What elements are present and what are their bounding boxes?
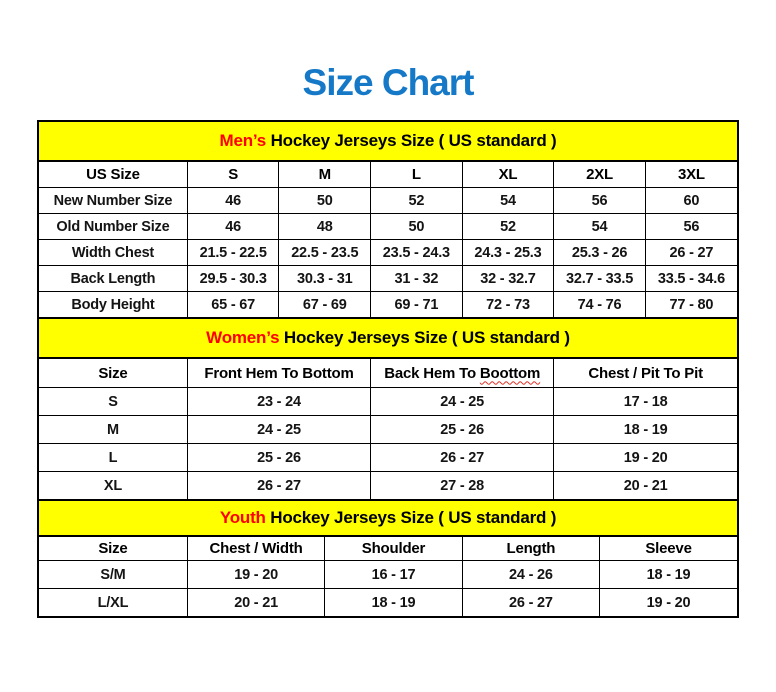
size-cell: 19 - 20: [554, 444, 737, 472]
youth-size-grid: [39, 537, 737, 616]
column-header: Length: [462, 537, 599, 561]
page-title: Size Chart: [302, 62, 474, 103]
womens-size-grid: [39, 359, 737, 499]
womens-table-title-band: [39, 317, 737, 359]
size-cell: 21.5 - 22.5: [187, 240, 279, 266]
column-header: Sleeve: [600, 537, 737, 561]
size-cell: 17 - 18: [554, 388, 737, 416]
size-cell: 25 - 26: [371, 416, 554, 444]
header-row: [39, 537, 737, 561]
row-label: Old Number Size: [39, 214, 187, 240]
size-cell: 22.5 - 23.5: [279, 240, 371, 266]
table-row: [39, 266, 737, 292]
table-row: [39, 240, 737, 266]
size-cell: 27 - 28: [371, 472, 554, 500]
table-row: [39, 472, 737, 500]
table-row: [39, 292, 737, 318]
header-row: [39, 359, 737, 388]
row-label: Body Height: [39, 292, 187, 318]
row-label: L/XL: [39, 589, 187, 617]
size-cell: 74 - 76: [554, 292, 646, 318]
size-cell: 67 - 69: [279, 292, 371, 318]
size-cell: 60: [645, 188, 737, 214]
womens-table-title-accent: Women’s: [206, 328, 280, 347]
column-header: Size: [39, 537, 187, 561]
row-label: New Number Size: [39, 188, 187, 214]
table-row: [39, 561, 737, 589]
size-cell: 50: [279, 188, 371, 214]
column-header: Chest / Width: [187, 537, 324, 561]
column-header: 3XL: [645, 162, 737, 188]
size-cell: 32 - 32.7: [462, 266, 554, 292]
size-cell: 31 - 32: [371, 266, 463, 292]
youth-table-title-accent: Youth: [219, 508, 266, 527]
misspelled-word: Boottom: [479, 364, 541, 382]
size-cell: 56: [554, 188, 646, 214]
mens-size-table: [39, 122, 737, 317]
size-cell: 25 - 26: [187, 444, 370, 472]
table-row: [39, 444, 737, 472]
column-header: XL: [462, 162, 554, 188]
youth-table-title-text: Hockey Jerseys Size ( US standard ): [265, 508, 557, 527]
row-label: L: [39, 444, 187, 472]
size-cell: 24 - 25: [187, 416, 370, 444]
size-cell: 26 - 27: [187, 472, 370, 500]
column-header: S: [187, 162, 279, 188]
row-label: XL: [39, 472, 187, 500]
size-cell: 16 - 17: [325, 561, 462, 589]
size-cell: 18 - 19: [554, 416, 737, 444]
row-label: S/M: [39, 561, 187, 589]
size-cell: 56: [645, 214, 737, 240]
size-cell: 69 - 71: [371, 292, 463, 318]
size-cell: 54: [554, 214, 646, 240]
column-header: US Size: [39, 162, 187, 188]
size-cell: 19 - 20: [600, 589, 737, 617]
row-label: S: [39, 388, 187, 416]
size-cell: 77 - 80: [645, 292, 737, 318]
mens-table-title-text: Hockey Jerseys Size ( US standard ): [266, 131, 557, 150]
size-cell: 20 - 21: [554, 472, 737, 500]
size-chart-tables: [37, 120, 739, 618]
size-cell: 33.5 - 34.6: [645, 266, 737, 292]
column-header: Back Hem To Boottom: [371, 359, 554, 388]
size-cell: 24 - 26: [462, 561, 599, 589]
youth-table-title-band: [39, 499, 737, 537]
mens-size-grid: [39, 162, 737, 317]
column-header: Chest / Pit To Pit: [554, 359, 737, 388]
size-cell: 52: [371, 188, 463, 214]
size-cell: 29.5 - 30.3: [187, 266, 279, 292]
womens-table-title-text: Hockey Jerseys Size ( US standard ): [279, 328, 570, 347]
size-cell: 19 - 20: [187, 561, 324, 589]
header-row: [39, 162, 737, 188]
row-label: M: [39, 416, 187, 444]
size-cell: 46: [187, 214, 279, 240]
size-cell: 54: [462, 188, 554, 214]
table-row: [39, 188, 737, 214]
table-row: [39, 214, 737, 240]
mens-table-title-accent: Men’s: [219, 131, 267, 150]
size-cell: 30.3 - 31: [279, 266, 371, 292]
column-header: L: [371, 162, 463, 188]
row-label: Width Chest: [39, 240, 187, 266]
size-cell: 24 - 25: [371, 388, 554, 416]
size-cell: 48: [279, 214, 371, 240]
column-header: Front Hem To Bottom: [187, 359, 370, 388]
table-row: [39, 388, 737, 416]
size-cell: 25.3 - 26: [554, 240, 646, 266]
table-row: [39, 416, 737, 444]
column-header: M: [279, 162, 371, 188]
size-cell: 18 - 19: [600, 561, 737, 589]
column-header: Size: [39, 359, 187, 388]
row-label: Back Length: [39, 266, 187, 292]
column-header: Shoulder: [325, 537, 462, 561]
size-cell: 26 - 27: [371, 444, 554, 472]
column-header: 2XL: [554, 162, 646, 188]
size-cell: 23 - 24: [187, 388, 370, 416]
size-cell: 26 - 27: [462, 589, 599, 617]
size-cell: 26 - 27: [645, 240, 737, 266]
womens-size-table: [39, 317, 737, 499]
size-cell: 46: [187, 188, 279, 214]
youth-size-table: [39, 499, 737, 616]
size-cell: 65 - 67: [187, 292, 279, 318]
size-cell: 18 - 19: [325, 589, 462, 617]
size-cell: 24.3 - 25.3: [462, 240, 554, 266]
size-cell: 32.7 - 33.5: [554, 266, 646, 292]
mens-table-title-band: [39, 122, 737, 162]
size-cell: 23.5 - 24.3: [371, 240, 463, 266]
size-cell: 72 - 73: [462, 292, 554, 318]
size-cell: 20 - 21: [187, 589, 324, 617]
table-row: [39, 589, 737, 617]
size-cell: 50: [371, 214, 463, 240]
size-cell: 52: [462, 214, 554, 240]
